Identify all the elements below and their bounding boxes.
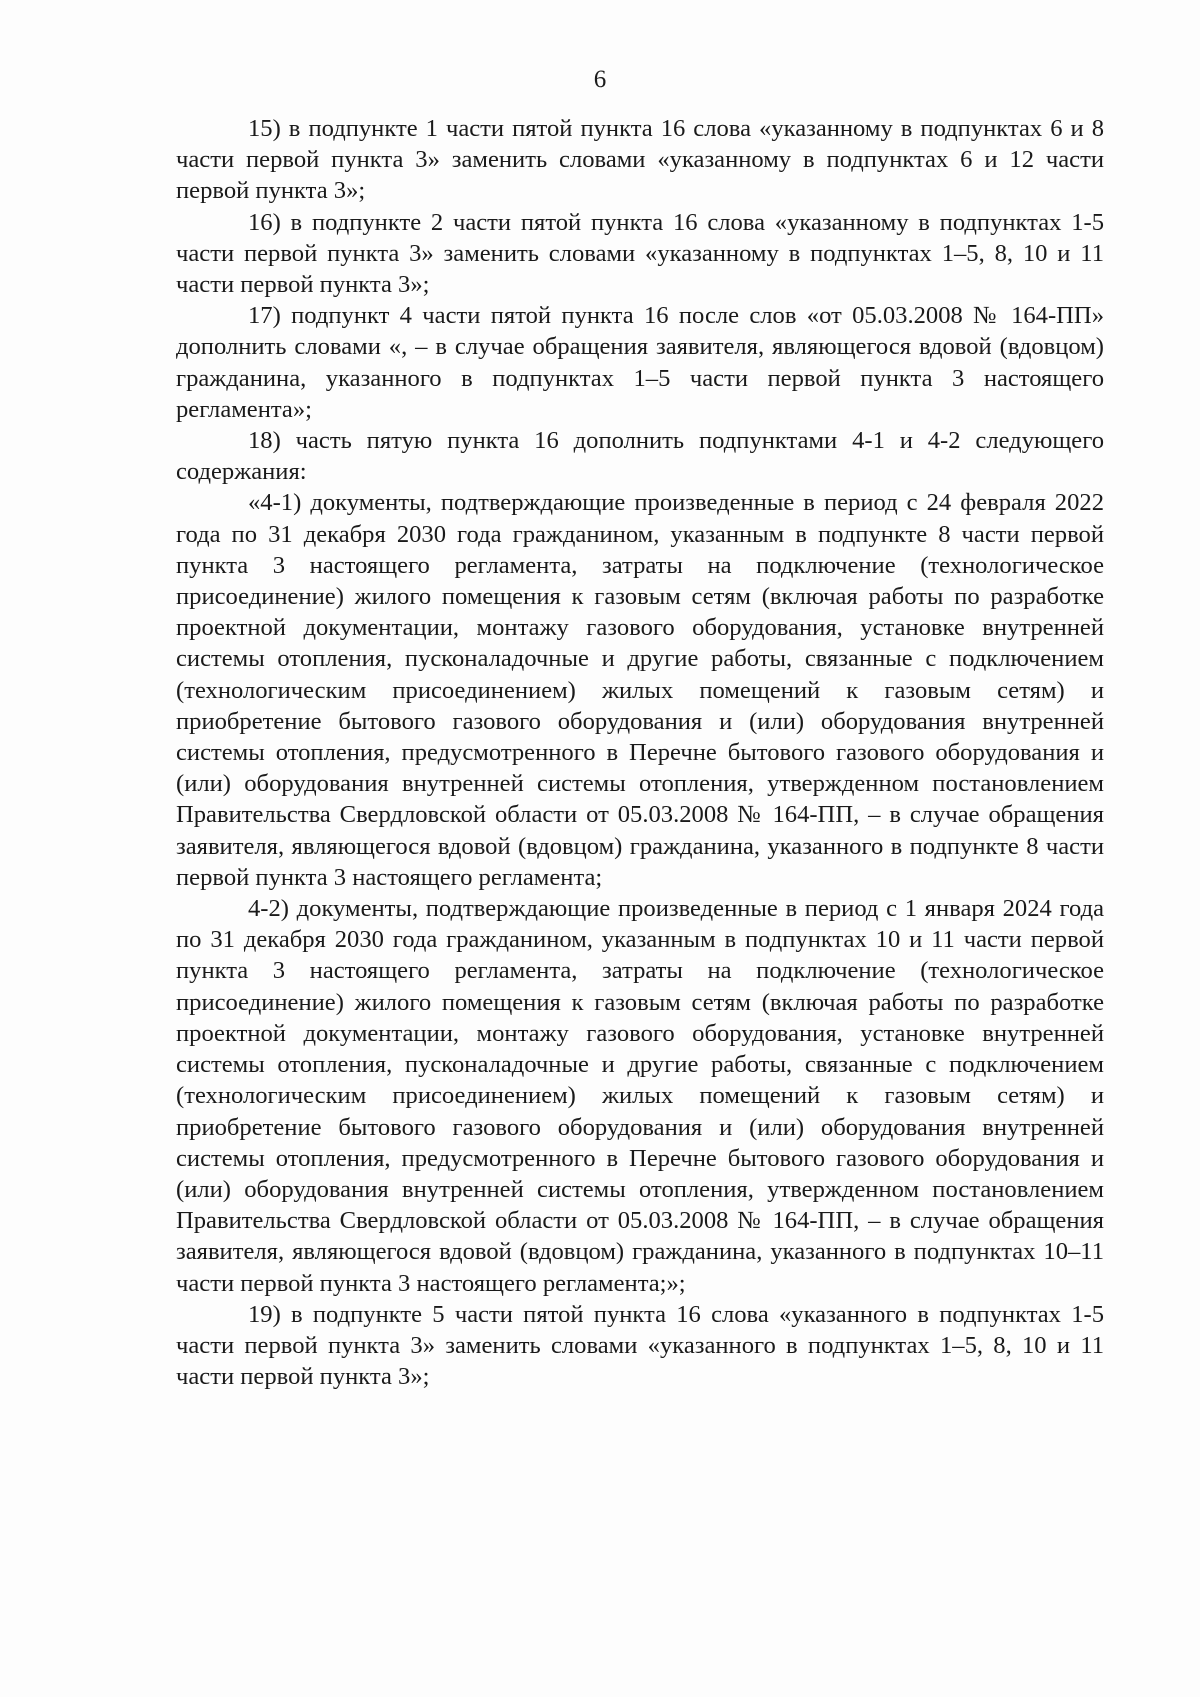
page-number: 6 xyxy=(593,66,607,93)
paragraph-item-19: 19) в подпункте 5 части пятой пункта 16 слова «указанного в подпунктах 1-5 части первой пункта 3» заменить словами «указанного в подпунктах 1–5, 8, 10 и 11 части первой пункта 3»; xyxy=(176,1300,1104,1391)
document-body xyxy=(176,113,1104,1392)
paragraph-item-15: 15) в подпункте 1 части пятой пункта 16 слова «указанному в подпунктах 6 и 8 части первой пункта 3» заменить словами «указанному в подпунктах 6 и 12 части первой пункта 3»; xyxy=(176,115,1104,205)
paragraph-item-16: 16) в подпункте 2 части пятой пункта 16 слова «указанному в подпунктах 1-5 части первой пункта 3» заменить словами «указанному в подпунктах 1–5, 8, 10 и 11 части первой пункта 3»; xyxy=(176,208,1104,299)
paragraph-subitem-4-2: 4-2) документы, подтверждающие произведенные в период с 1 января 2024 года по 31 декабря 2030 года гражданином, указанным в подпунктах 10 и 11 части первой пункта 3 настоящего регламента, затраты на подключение (технологическое присоединение) жилого помещения к газовым сетям (включая работы по разработке проектной документации, монтажу газового оборудования, установке внутренней системы отопления, пусконаладочные и другие работы, связанные с подключением (технологическим присоединением) жилых помещений к газовым сетям) и приобретение бытового газового оборудования и (или) оборудования внутренней системы отопления, предусмотренного в Перечне бытового газового оборудования и (или) оборудования внутренней системы отопления, утвержденном постановлением Правительства Свердловской области от 05.03.2008 № 164-ПП, – в случае обращения заявителя, являющегося вдовой (вдовцом) гражданина, указанного в подпунктах 10–11 части первой пункта 3 настоящего регламента;»; xyxy=(176,895,1104,1297)
paragraph-item-17: 17) подпункт 4 части пятой пункта 16 после слов «от 05.03.2008 № 164-ПП» дополнить словами «, – в случае обращения заявителя, являющегося вдовой (вдовцом) гражданина, указанного в подпунктах 1–5 части первой пункта 3 настоящего регламента»; xyxy=(176,302,1104,423)
paragraph-item-18: 18) часть пятую пункта 16 дополнить подпунктами 4-1 и 4-2 следующего содержания: xyxy=(176,427,1104,486)
paragraph-subitem-4-1: «4-1) документы, подтверждающие произведенные в период с 24 февраля 2022 года по 31 декабря 2030 года гражданином, указанным в подпункте 8 части первой пункта 3 настоящего регламента, затраты на подключение (технологическое присоединение) жилого помещения к газовым сетям (включая работы по разработке проектной документации, монтажу газового оборудования, установке внутренней системы отопления, пусконаладочные и другие работы, связанные с подключением (технологическим присоединением) жилых помещений к газовым сетям) и приобретение бытового газового оборудования и (или) оборудования внутренней системы отопления, предусмотренного в Перечне бытового газового оборудования и (или) оборудования внутренней системы отопления, утвержденном постановлением Правительства Свердловской области от 05.03.2008 № 164-ПП, – в случае обращения заявителя, являющегося вдовой (вдовцом) гражданина, указанного в подпункте 8 части первой пункта 3 настоящего регламента; xyxy=(176,489,1104,891)
